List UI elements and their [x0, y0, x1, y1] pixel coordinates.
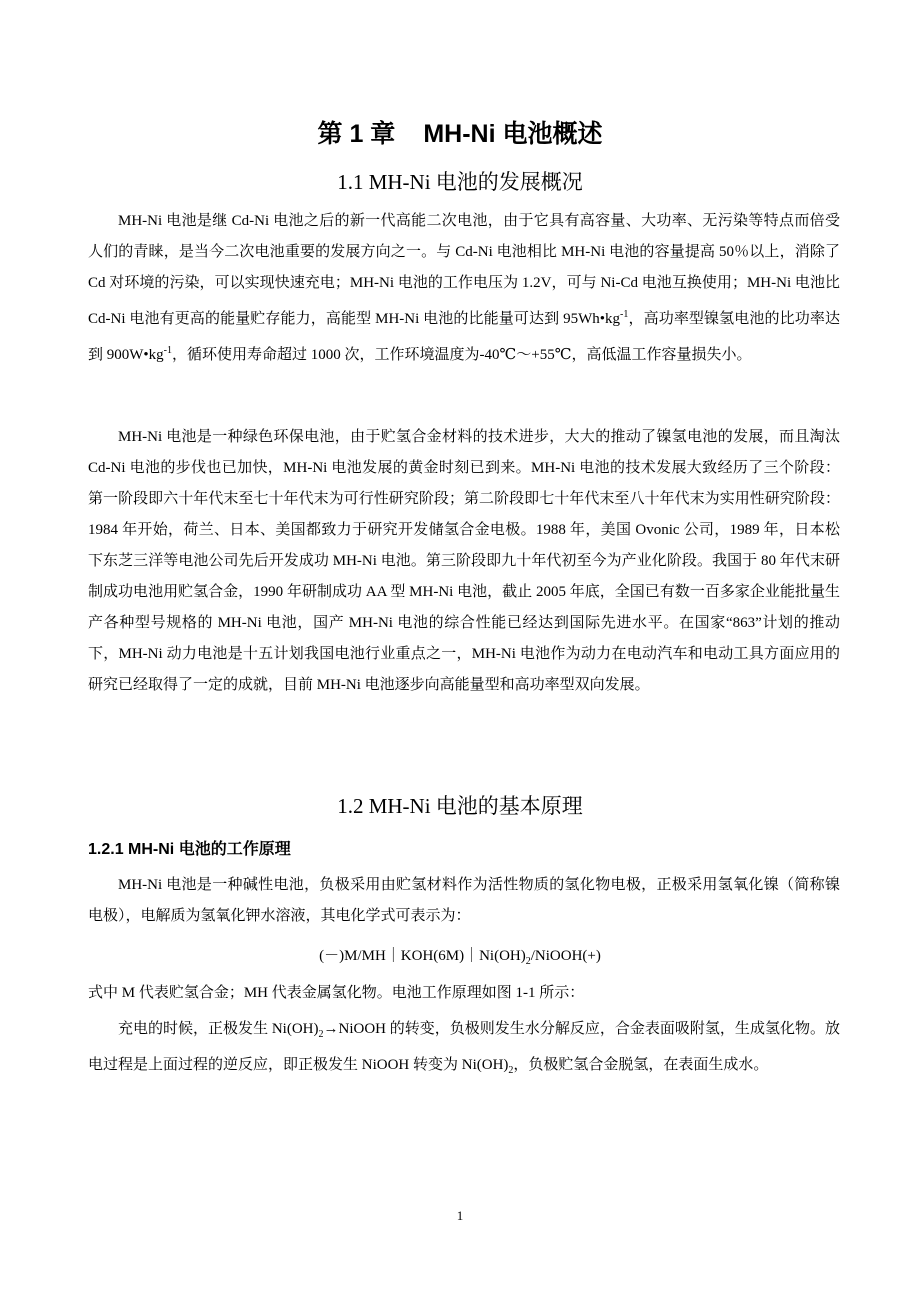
- section-title-1-1: 1.1 MH-Ni 电池的发展概况: [337, 170, 583, 194]
- superscript: -1: [163, 345, 173, 356]
- paragraph-text: ，高功率型镍氢电池的比功率达到 900W•kg: [88, 311, 840, 363]
- subscript: 2: [508, 1065, 514, 1076]
- superscript: -1: [620, 309, 629, 320]
- paragraph-development-overview: [88, 206, 840, 371]
- paragraph-formula-explanation: 式中 M 代表贮氢合金；MH 代表金属氢化物。电池工作原理如图 1-1 所示：: [88, 985, 585, 1001]
- paragraph-development-stages: MH-Ni 电池是一种绿色环保电池，由于贮氢合金材料的技术进步，大大的推动了镍氢电池的发展，而且淘汰 Cd-Ni 电池的步伐也已加快，MH-Ni 电池发展的黄金时刻已到来。MH-Ni 电池的技术发展大致经历了三个阶段：第一阶段即六十年代末至七十年代末为可行性研究阶段；第二阶段即七十年代末至八十年代末为实用性研究阶段：1984 年开始，荷兰、日本、美国都致力于研究开发储氢合金电极。1988 年，美国 Ovonic 公司，1989 年，日本松下东芝三洋等电池公司先后开发成功 MH-Ni 电池。第三阶段即九十年代初至今为产业化阶段。我国于 80 年代末研制成功电池用贮氢合金，1990 年研制成功 AA 型 MH-Ni 电池，截止 2005 年底，全国已有数一百多家企业能批量生产各种型号规格的 MH-Ni 电池，国产 MH-Ni 电池的综合性能已经达到国际先进水平。在国家“863”计划的推动下，MH-Ni 动力电池是十五计划我国电池行业重点之一，MH-Ni 电池作为动力在电动汽车和电动工具方面应用的研究已经取得了一定的成就，目前 MH-Ni 电池逐步向高能量型和高功率型双向发展。: [88, 429, 840, 693]
- chapter-name: MH-Ni 电池概述: [423, 120, 603, 148]
- chapter-number: 第 1 章: [317, 120, 396, 148]
- electrochemical-formula: [0, 944, 920, 967]
- subscript: 2: [318, 1029, 324, 1040]
- subsection-title-1-2-1: 1.2.1 MH-Ni 电池的工作原理: [88, 841, 291, 858]
- subscript: 2: [525, 956, 531, 967]
- paragraph-working-principle: MH-Ni 电池是一种碱性电池，负极采用由贮氢材料作为活性物质的氢化物电极，正极采用氢氧化镍（简称镍电极），电解质为氢氧化钾水溶液，其电化学式可表示为：: [88, 877, 840, 924]
- paragraph-text: 充电的时候，正极发生 Ni(OH): [118, 1021, 319, 1037]
- section-title-1-2: 1.2 MH-Ni 电池的基本原理: [337, 794, 583, 818]
- chapter-title: [0, 114, 920, 150]
- paragraph-text: MH-Ni 电池是继 Cd-Ni 电池之后的新一代高能二次电池，由于它具有高容量、大功率、无污染等特点而倍受人们的青睐，是当今二次电池重要的发展方向之一。与 Cd-Ni 电池相比 MH-Ni 电池的容量提高 50％以上，消除了 Cd 对环境的污染，可以实现快速充电；MH-Ni 电池的工作电压为 1.2V，可与 Ni-Cd 电池互换使用；MH-Ni 电池比 Cd-Ni 电池有更高的能量贮存能力，高能型 MH-Ni 电池的比能量可达到 95Wh•kg: [88, 213, 840, 327]
- paragraph-text: →NiOOH 的转变，负极则发生水分解反应，合金表面吸附氢，生成氢化物。放电过程是上面过程的逆反应，即正极发生 NiOOH 转变为 Ni(OH): [88, 1021, 840, 1073]
- paragraph-charge-discharge: [88, 1014, 840, 1086]
- formula-text: /NiOOH(+): [530, 948, 601, 964]
- paragraph-text: ，负极贮氢合金脱氢，在表面生成水。: [513, 1057, 769, 1073]
- paragraph-text: ，循环使用寿命超过 1000 次，工作环境温度为-40℃～+55℃，高低温工作容量损失小。: [172, 347, 752, 363]
- formula-text: (－)M/MH｜KOH(6M)｜Ni(OH): [319, 948, 526, 964]
- page-number: 1: [456, 1208, 464, 1223]
